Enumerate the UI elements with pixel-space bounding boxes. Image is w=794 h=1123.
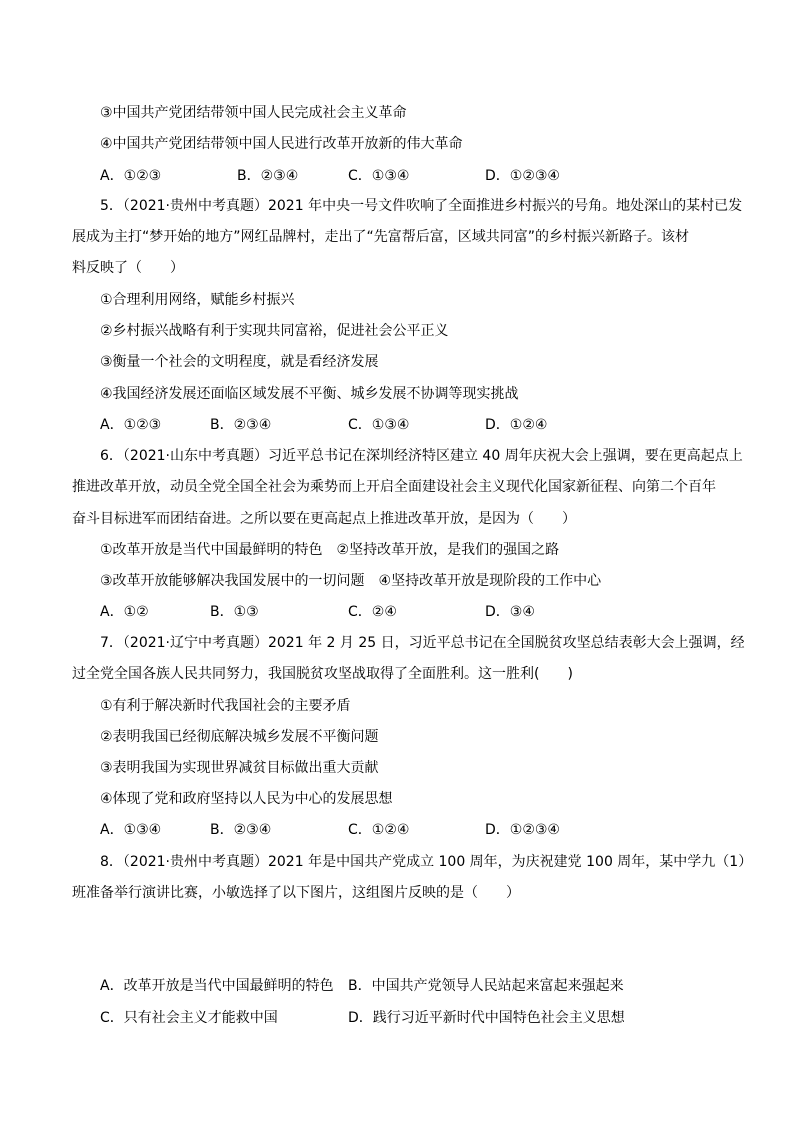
- q7-item-4: ④体现了党和政府坚持以人民为中心的发展思想: [100, 791, 393, 807]
- q5-item-2: ②乡村振兴战略有利于实现共同富裕，促进社会公平正义: [100, 323, 449, 339]
- q7-item-2: ②表明我国已经彻底解决城乡发展不平衡问题: [100, 729, 379, 745]
- option-a: A．①②③: [100, 417, 162, 433]
- q8-stem-line-2: 班准备举行演讲比赛，小敏选择了以下图片，这组图片反映的是（ ）: [72, 885, 520, 901]
- option-d: D．①②④: [485, 417, 548, 433]
- q5-stem-line-1: 5．（2021·贵州中考真题）2021 年中央一号文件吹响了全面推进乡村振兴的号角。地处深山的某村已发: [100, 198, 743, 214]
- option-a: A．①③④: [100, 822, 162, 838]
- q5-stem-line-2: 展成为主打“梦开始的地方”网红品牌村，走出了“先富帮后富，区域共同富”的乡村振兴新路子。该材: [72, 229, 690, 245]
- item-4: ④中国共产党团结带领中国人民进行改革开放新的伟大革命: [100, 136, 463, 152]
- item-3: ③中国共产党团结带领中国人民完成社会主义革命: [100, 105, 407, 121]
- option-c: C．①③④: [348, 417, 410, 433]
- q6-stem-line-3: 奋斗目标进军而团结奋进。之所以要在更高起点上推进改革开放，是因为（ ）: [72, 511, 576, 527]
- option-a: A．改革开放是当代中国最鲜明的特色: [100, 978, 334, 994]
- option-c: C．①②④: [348, 822, 410, 838]
- option-b: B．中国共产党领导人民站起来富起来强起来: [348, 978, 624, 994]
- option-c: C．②④: [348, 604, 397, 620]
- q5-item-3: ③衡量一个社会的文明程度，就是看经济发展: [100, 354, 379, 370]
- option-b: B．②③④: [210, 822, 272, 838]
- q7-stem-line-1: 7．（2021·辽宁中考真题）2021 年 2 月 25 日，习近平总书记在全国脱贫攻坚总结表彰大会上强调，经: [100, 635, 745, 651]
- q6-stem-line-1: 6．（2021·山东中考真题）习近平总书记在深圳经济特区建立 40 周年庆祝大会上强调，要在更高起点上: [100, 448, 743, 464]
- option-d: D．①②③④: [485, 168, 560, 184]
- q5-stem-line-3: 料反映了（ ）: [72, 260, 184, 276]
- option-b: B．②③④: [237, 168, 299, 184]
- q5-item-4: ④我国经济发展还面临区域发展不平衡、城乡发展不协调等现实挑战: [100, 386, 519, 402]
- q7-item-1: ①有利于解决新时代我国社会的主要矛盾: [100, 698, 351, 714]
- q7-stem-line-2: 过全党全国各族人民共同努力，我国脱贫攻坚战取得了全面胜利。这一胜利( ): [72, 666, 573, 682]
- q7-item-3: ③表明我国为实现世界减贫目标做出重大贡献: [100, 760, 379, 776]
- option-c: C．只有社会主义才能救中国: [100, 1010, 278, 1026]
- option-d: D．③④: [485, 604, 535, 620]
- q6-items-row-1: ①改革开放是当代中国最鲜明的特色 ②坚持改革开放，是我们的强国之路: [100, 542, 560, 558]
- option-c: C．①③④: [348, 168, 410, 184]
- option-a: A．①②③: [100, 168, 162, 184]
- q8-stem-line-1: 8．（2021·贵州中考真题）2021 年是中国共产党成立 100 周年，为庆祝建党 100 周年，某中学九（1）: [100, 854, 753, 870]
- option-b: B．②③④: [210, 417, 272, 433]
- option-b: B．①③: [210, 604, 259, 620]
- option-d: D．践行习近平新时代中国特色社会主义思想: [348, 1010, 625, 1026]
- option-a: A．①②: [100, 604, 149, 620]
- q6-stem-line-2: 推进改革开放，动员全党全国全社会为乘势而上开启全面建设社会主义现代化国家新征程、向第二个百年: [72, 479, 716, 495]
- option-d: D．①②③④: [485, 822, 560, 838]
- q6-items-row-2: ③改革开放能够解决我国发展中的一切问题 ④坚持改革开放是现阶段的工作中心: [100, 573, 602, 589]
- q5-item-1: ①合理利用网络，赋能乡村振兴: [100, 292, 295, 308]
